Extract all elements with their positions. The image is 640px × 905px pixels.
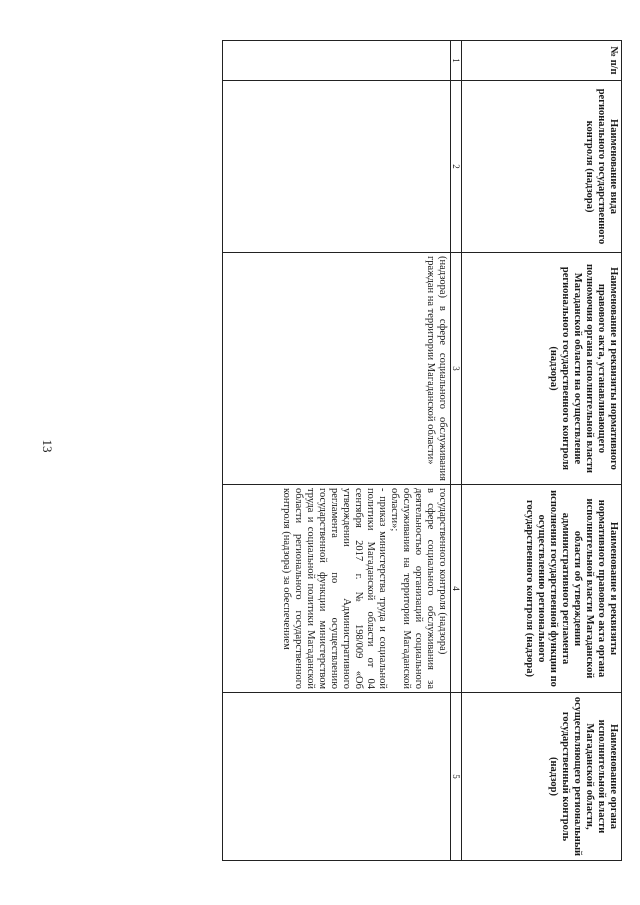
header-control-type: Наименование вида регионального государственного контроля (надзора) <box>462 81 622 253</box>
authority-act-cell: (надзора) в сфере социального обслуживания граждан на территории Магаданской области» <box>223 253 451 485</box>
regulation-act-line: государственного контроля (надзора) <box>437 488 448 655</box>
column-number: 3 <box>451 253 462 485</box>
regulation-act-line: - приказ министерства труда и социальной политики Магаданской области от 04 сентября 2017 г. № 198/009 «Об утверждении Административного регламента по осуществлению государственной функции министерством труда и социальной политики Магаданской области регионального государственного контроля (надзора) за обеспечением <box>281 488 388 689</box>
table-row <box>223 41 451 861</box>
regulation-act-line: в сфере социального обслуживания за деятельностью организаций социального обслуживания на территории Магаданской области»; <box>389 488 436 689</box>
page-number: 13 <box>40 439 55 453</box>
row-number-cell <box>223 41 451 81</box>
control-table <box>222 40 622 861</box>
header-regulation-act: Наименование и реквизиты нормативного правового акта органа исполнительной власти Магаданской области об утверждении административного регламента исполнения государственной функции по осуществлению регионального государственного контроля (надзора) <box>462 485 622 693</box>
column-number: 4 <box>451 485 462 693</box>
column-number: 5 <box>451 693 462 861</box>
header-authority-act: Наименование и реквизиты нормативного правового акта, устанавливающего полномочия органа исполнительной власти Магаданской области на осуществление регионального государственного контроля (надзора) <box>462 253 622 485</box>
executive-body-cell <box>223 693 451 861</box>
control-type-cell <box>223 81 451 253</box>
rotated-table-container <box>217 40 622 860</box>
column-number: 2 <box>451 81 462 253</box>
regulation-act-cell <box>223 485 451 693</box>
column-number: 1 <box>451 41 462 81</box>
table-header-row <box>462 41 622 861</box>
column-number-row <box>451 41 462 861</box>
header-executive-body: Наименование органа исполнительной власти Магаданской области, осуществляющего региональный государственный контроль (надзор) <box>462 693 622 861</box>
header-number: № п/п <box>462 41 622 81</box>
